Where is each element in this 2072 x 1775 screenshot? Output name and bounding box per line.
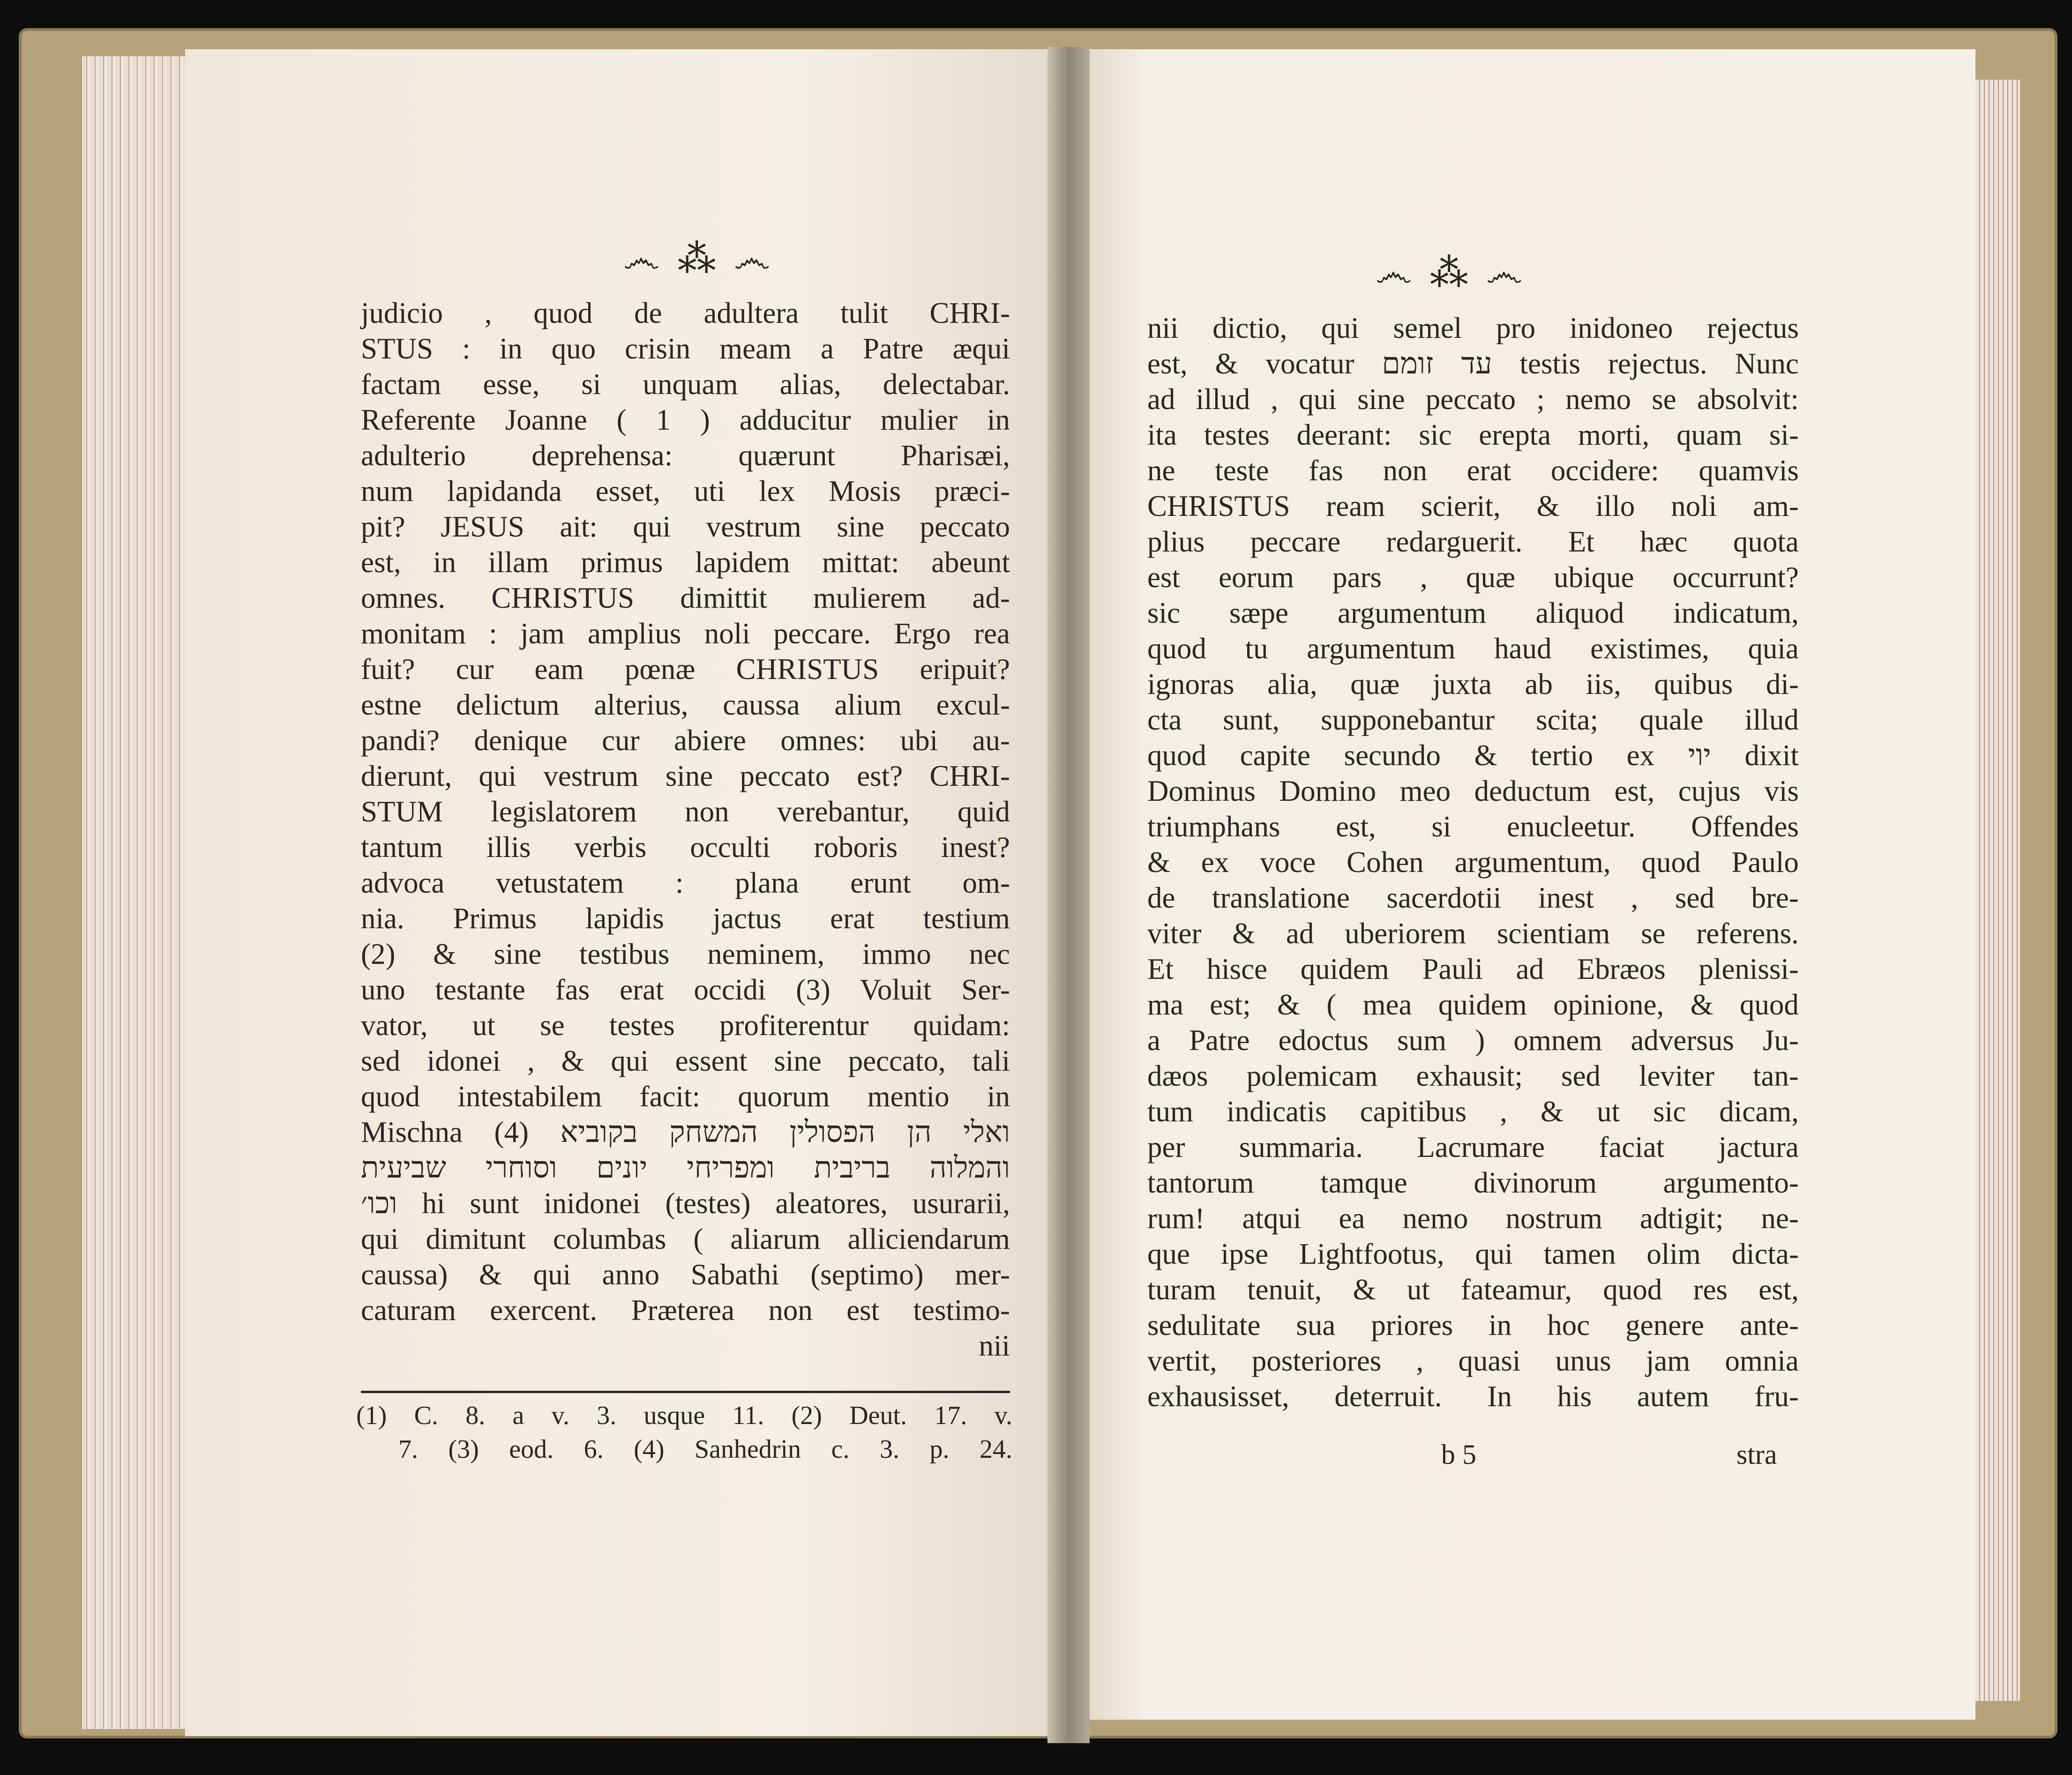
text-line: exhausisset, deterruit. In his autem fru-: [1147, 1380, 1799, 1413]
text-line: est eorum pars , quæ ubique occurrunt?: [1147, 561, 1799, 594]
text-line: rum! atqui ea nemo nostrum adtigit; ne-: [1147, 1202, 1799, 1235]
text-line: de translatione sacerdotii inest , sed bre-: [1147, 881, 1799, 914]
text-line: STUS : in quo crisin meam a Patre æqui: [361, 332, 1010, 365]
text-line: sic sæpe argumentum aliquod indicatum,: [1147, 597, 1799, 629]
text-line: והמלוה בריבית ומפריחי יונים וסוחרי שביעית: [361, 1151, 1010, 1184]
text-line: a Patre edoctus sum ) omnem adversus Ju-: [1147, 1024, 1799, 1057]
text-line: ma est; & ( mea quidem opinione, & quod: [1147, 988, 1799, 1021]
text-line: advoca vetustatem : plana erunt om-: [361, 866, 1010, 899]
text-line: vertit, posteriores , quasi unus jam omnia: [1147, 1344, 1799, 1377]
text-line: (2) & sine testibus neminem, immo nec: [361, 938, 1010, 970]
right-body-text: [1147, 310, 1799, 1414]
page-edges-right: [1975, 80, 2020, 1701]
page-edges-left: [82, 56, 194, 1729]
text-line: qui dimitunt columbas ( aliarum alliciendarum: [361, 1223, 1010, 1255]
left-ornament: ෴ ⁂ ෴: [623, 237, 773, 281]
footnote-line: (1) C. 8. a v. 3. usque 11. (2) Deut. 17. v.: [356, 1401, 1012, 1430]
text-line: cta sunt, supponebantur scita; quale illud: [1147, 703, 1799, 736]
text-line: tantorum tamque divinorum argumento-: [1147, 1166, 1799, 1199]
text-line: וכו׳ hi sunt inidonei (testes) aleatores, usurarii,: [361, 1187, 1010, 1220]
left-footnotes: [356, 1399, 1012, 1466]
text-line: caturam exercent. Præterea non est testimo-: [361, 1294, 1010, 1327]
text-line: sed idonei , & qui essent sine peccato, tali: [361, 1044, 1010, 1077]
text-line: caussa) & qui anno Sabathi (septimo) mer-: [361, 1258, 1010, 1291]
text-line: Referente Joanne ( 1 ) adducitur mulier in: [361, 403, 1010, 436]
text-line: factam esse, si unquam alias, delectabar.: [361, 368, 1010, 401]
text-line: dierunt, qui vestrum sine peccato est? CHRI-: [361, 760, 1010, 792]
text-line: nii dictio, qui semel pro inidoneo rejectus: [1147, 312, 1799, 344]
footnote-rule: [361, 1391, 1010, 1393]
book-gutter: [1047, 47, 1090, 1743]
text-line: nia. Primus lapidis jactus erat testium: [361, 902, 1010, 935]
text-line: vator, ut se testes profiterentur quidam:: [361, 1009, 1010, 1042]
text-line: turam tenuit, & ut fateamur, quod res est,: [1147, 1273, 1799, 1306]
text-line: plius peccare redarguerit. Et hæc quota: [1147, 525, 1799, 558]
text-line: ignoras alia, quæ juxta ab iis, quibus di-: [1147, 668, 1799, 701]
text-line: num lapidanda esset, uti lex Mosis præci-: [361, 475, 1010, 507]
text-line: quod tu argumentum haud existimes, quia: [1147, 632, 1799, 665]
text-line: ita testes deerant: sic erepta morti, quam si-: [1147, 418, 1799, 451]
text-line: Dominus Domino meo deductum est, cujus vis: [1147, 775, 1799, 807]
text-line: est, in illam primus lapidem mittat: abeunt: [361, 546, 1010, 579]
text-line: estne delictum alterius, caussa alium excul-: [361, 688, 1010, 721]
text-line: sedulitate sua priores in hoc genere ante-: [1147, 1309, 1799, 1342]
text-line: & ex voce Cohen argumentum, quod Paulo: [1147, 846, 1799, 879]
text-line: ne teste fas non erat occidere: quamvis: [1147, 454, 1799, 487]
text-line: que ipse Lightfootus, qui tamen olim dicta-: [1147, 1238, 1799, 1270]
text-line: fuit? cur eam pœnæ CHRISTUS eripuit?: [361, 653, 1010, 686]
text-line: Et hisce quidem Pauli ad Ebræos plenissi-: [1147, 953, 1799, 985]
text-line: Mischna (4) ואלי הן הפסולין המשחק בקוביא: [361, 1116, 1010, 1149]
text-line: quod intestabilem facit: quorum mentio in: [361, 1080, 1010, 1113]
text-line: viter & ad uberiorem scientiam se referens.: [1147, 917, 1799, 950]
text-line: est, & vocatur עד זומם testis rejectus. Nunc: [1147, 347, 1799, 380]
text-line: per summaria. Lacrumare faciat jactura: [1147, 1131, 1799, 1163]
text-line: nii: [979, 1329, 1010, 1362]
text-line: tum indicatis capitibus , & ut sic dicam,: [1147, 1095, 1799, 1128]
text-line: CHRISTUS ream scierit, & illo noli am-: [1147, 490, 1799, 522]
left-body-text: [361, 295, 1010, 1364]
text-line: judicio , quod de adultera tulit CHRI-: [361, 297, 1010, 329]
footnote-line: 7. (3) eod. 6. (4) Sanhedrin c. 3. p. 24.: [398, 1435, 1012, 1464]
text-line: omnes. CHRISTUS dimittit mulierem ad-: [361, 582, 1010, 614]
catchword: stra: [1736, 1439, 1777, 1470]
text-line: monitam : jam amplius noli peccare. Ergo rea: [361, 617, 1010, 650]
text-line: uno testante fas erat occidi (3) Voluit Ser-: [361, 973, 1010, 1006]
text-line: pit? JESUS ait: qui vestrum sine peccato: [361, 510, 1010, 543]
text-line: adulterio deprehensa: quærunt Pharisæi,: [361, 439, 1010, 472]
text-line: tantum illis verbis occulti roboris inest?: [361, 831, 1010, 864]
text-line: pandi? denique cur abiere omnes: ubi au-: [361, 724, 1010, 757]
right-ornament: ෴ ⁂ ෴: [1376, 251, 1526, 295]
text-line: STUM legislatorem non verebantur, quid: [361, 795, 1010, 828]
text-line: quod capite secundo & tertio ex יוי dixit: [1147, 739, 1799, 772]
signature-mark: b 5: [1441, 1439, 1476, 1470]
text-line: triumphans est, si enucleetur. Offendes: [1147, 810, 1799, 843]
text-line: ad illud , qui sine peccato ; nemo se absolvit:: [1147, 383, 1799, 416]
text-line: dæos polemicam exhausit; sed leviter tan-: [1147, 1059, 1799, 1092]
